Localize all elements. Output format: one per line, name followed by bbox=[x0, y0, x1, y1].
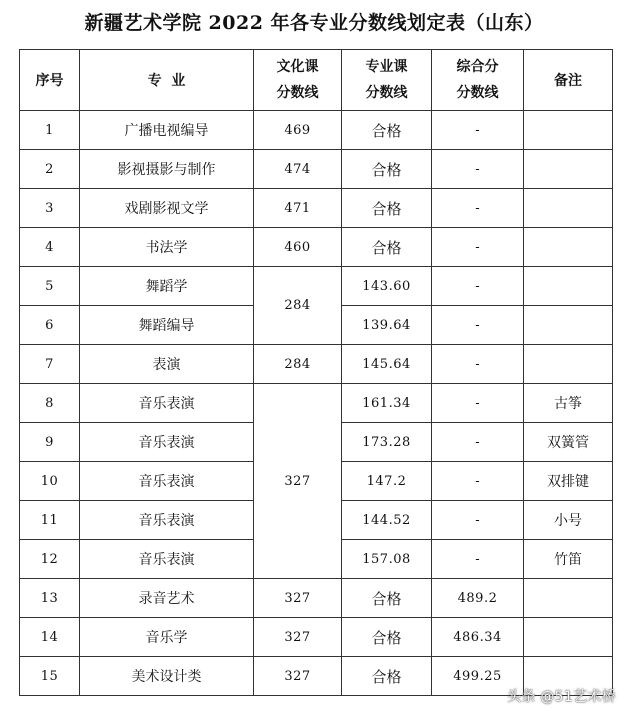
cell-major: 舞蹈编导 bbox=[80, 306, 254, 345]
cell-composite: - bbox=[432, 267, 524, 306]
header-culture-score bbox=[254, 50, 342, 111]
cell-note bbox=[524, 111, 613, 150]
header-composite-score bbox=[432, 50, 524, 111]
cell-culture: 471 bbox=[254, 189, 342, 228]
cell-seq: 7 bbox=[20, 345, 80, 384]
cell-major: 音乐表演 bbox=[80, 423, 254, 462]
cell-note: 古筝 bbox=[524, 384, 613, 423]
cell-major: 戏剧影视文学 bbox=[80, 189, 254, 228]
cell-composite: - bbox=[432, 345, 524, 384]
header-major: 专 业 bbox=[80, 50, 254, 111]
header-prof-line2: 分数线 bbox=[365, 85, 408, 101]
table-row bbox=[20, 150, 613, 189]
cell-note bbox=[524, 189, 613, 228]
cell-professional: 合格 bbox=[342, 579, 432, 618]
cell-note: 小号 bbox=[524, 501, 613, 540]
cell-composite: - bbox=[432, 501, 524, 540]
header-culture-line1: 文化课 bbox=[276, 59, 319, 75]
cell-note: 竹笛 bbox=[524, 540, 613, 579]
cell-major: 音乐表演 bbox=[80, 384, 254, 423]
cell-major: 音乐学 bbox=[80, 618, 254, 657]
cell-culture: 284 bbox=[254, 345, 342, 384]
cell-culture: 327 bbox=[254, 657, 342, 696]
cell-culture: 327 bbox=[254, 579, 342, 618]
cell-composite: - bbox=[432, 111, 524, 150]
cell-professional: 143.60 bbox=[342, 267, 432, 306]
cell-note bbox=[524, 618, 613, 657]
cell-note bbox=[524, 228, 613, 267]
cell-major: 广播电视编导 bbox=[80, 111, 254, 150]
cell-professional: 合格 bbox=[342, 228, 432, 267]
cell-composite: - bbox=[432, 384, 524, 423]
cell-professional: 157.08 bbox=[342, 540, 432, 579]
cell-composite: - bbox=[432, 228, 524, 267]
cell-seq: 3 bbox=[20, 189, 80, 228]
table-row bbox=[20, 384, 613, 423]
cell-professional: 173.28 bbox=[342, 423, 432, 462]
cell-major: 录音艺术 bbox=[80, 579, 254, 618]
cell-seq: 4 bbox=[20, 228, 80, 267]
cell-culture: 460 bbox=[254, 228, 342, 267]
header-prof-line1: 专业课 bbox=[365, 59, 408, 75]
cell-composite: - bbox=[432, 150, 524, 189]
table-row bbox=[20, 579, 613, 618]
cell-seq: 8 bbox=[20, 384, 80, 423]
cell-major: 书法学 bbox=[80, 228, 254, 267]
cell-seq: 12 bbox=[20, 540, 80, 579]
cell-major: 音乐表演 bbox=[80, 462, 254, 501]
cell-seq: 6 bbox=[20, 306, 80, 345]
cell-culture: 469 bbox=[254, 111, 342, 150]
cell-professional: 147.2 bbox=[342, 462, 432, 501]
watermark-text: 头条 @51艺术桥 bbox=[507, 689, 616, 705]
cell-composite: - bbox=[432, 189, 524, 228]
cell-professional: 合格 bbox=[342, 657, 432, 696]
cell-major: 美术设计类 bbox=[80, 657, 254, 696]
cell-professional: 145.64 bbox=[342, 345, 432, 384]
cell-major: 影视摄影与制作 bbox=[80, 150, 254, 189]
cell-professional: 合格 bbox=[342, 150, 432, 189]
cell-professional: 139.64 bbox=[342, 306, 432, 345]
table-row bbox=[20, 618, 613, 657]
cell-major: 音乐表演 bbox=[80, 540, 254, 579]
cell-note bbox=[524, 150, 613, 189]
cell-note: 双簧管 bbox=[524, 423, 613, 462]
cell-professional: 合格 bbox=[342, 618, 432, 657]
cell-major: 音乐表演 bbox=[80, 501, 254, 540]
cell-note bbox=[524, 306, 613, 345]
cell-composite: - bbox=[432, 540, 524, 579]
header-seq: 序号 bbox=[20, 50, 80, 111]
cell-seq: 1 bbox=[20, 111, 80, 150]
table-row bbox=[20, 228, 613, 267]
cell-composite: - bbox=[432, 306, 524, 345]
cell-note bbox=[524, 345, 613, 384]
cell-culture-merged: 284 bbox=[254, 267, 342, 345]
cell-seq: 10 bbox=[20, 462, 80, 501]
header-row bbox=[20, 50, 613, 111]
cell-note: 双排键 bbox=[524, 462, 613, 501]
table-row bbox=[20, 267, 613, 306]
header-note: 备注 bbox=[524, 50, 613, 111]
cell-composite: 499.25 bbox=[432, 657, 524, 696]
cell-professional: 合格 bbox=[342, 189, 432, 228]
cell-composite: 486.34 bbox=[432, 618, 524, 657]
table-row bbox=[20, 345, 613, 384]
cell-seq: 14 bbox=[20, 618, 80, 657]
cell-seq: 13 bbox=[20, 579, 80, 618]
header-culture-line2: 分数线 bbox=[276, 85, 319, 101]
cell-seq: 5 bbox=[20, 267, 80, 306]
cell-composite: - bbox=[432, 423, 524, 462]
cell-professional: 合格 bbox=[342, 111, 432, 150]
cell-culture: 474 bbox=[254, 150, 342, 189]
cell-composite: 489.2 bbox=[432, 579, 524, 618]
table-row bbox=[20, 189, 613, 228]
cell-seq: 15 bbox=[20, 657, 80, 696]
cell-professional: 161.34 bbox=[342, 384, 432, 423]
cell-professional: 144.52 bbox=[342, 501, 432, 540]
cell-seq: 11 bbox=[20, 501, 80, 540]
cell-composite: - bbox=[432, 462, 524, 501]
header-comp-line1: 综合分 bbox=[456, 59, 499, 75]
cell-culture: 327 bbox=[254, 618, 342, 657]
cell-seq: 2 bbox=[20, 150, 80, 189]
cell-note bbox=[524, 579, 613, 618]
cell-note bbox=[524, 267, 613, 306]
score-table bbox=[19, 49, 613, 696]
page-title: 新疆艺术学院 2022 年各专业分数线划定表（山东） bbox=[84, 12, 544, 34]
cell-major: 表演 bbox=[80, 345, 254, 384]
cell-seq: 9 bbox=[20, 423, 80, 462]
header-comp-line2: 分数线 bbox=[456, 85, 499, 101]
header-professional-score bbox=[342, 50, 432, 111]
table-row bbox=[20, 111, 613, 150]
cell-culture-merged: 327 bbox=[254, 384, 342, 579]
cell-major: 舞蹈学 bbox=[80, 267, 254, 306]
